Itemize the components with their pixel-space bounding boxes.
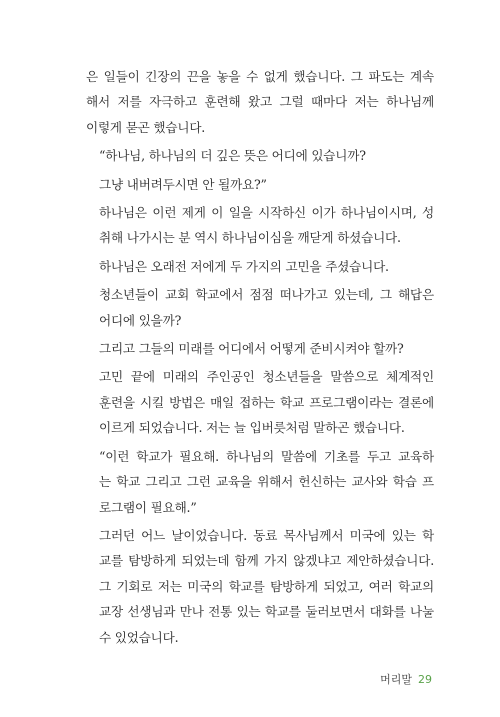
paragraph	[86, 172, 434, 197]
text-line: 해서 저를 자극하고 훈련해 왔고 그럴 때마다 저는 하나님께	[86, 94, 434, 110]
paragraph	[86, 143, 434, 168]
text-line: 어디에 있을까?	[99, 312, 182, 328]
text-line: 수 있었습니다.	[99, 629, 179, 645]
paragraph	[86, 523, 434, 650]
text-line: 그러던 어느 날이었습니다. 동료 목사님께서 미국에 있는 학	[99, 527, 434, 543]
paragraph	[86, 444, 434, 520]
body-text	[86, 64, 434, 653]
text-line: “이런 학교가 필요해. 하나님의 말씀에 기초를 두고 교육하	[99, 448, 434, 464]
paragraph	[86, 364, 434, 440]
page-footer	[380, 671, 432, 687]
text-line: 훈련을 시킬 방법은 매일 접하는 학교 프로그램이라는 결론에	[99, 394, 434, 410]
text-line: 은 일들이 긴장의 끈을 놓을 수 없게 했습니다. 그 파도는 계속	[86, 69, 434, 84]
paragraph	[86, 254, 434, 279]
text-line: 교장 선생님과 만나 전통 있는 학교를 둘러보면서 대화를 나눌	[99, 604, 434, 620]
running-header-section: 머리말	[380, 673, 412, 686]
text-line: 는 학교 그리고 그런 교육을 위해서 헌신하는 교사와 학습 프	[99, 474, 434, 490]
text-line: “하나님, 하나님의 더 깊은 뜻은 어디에 있습니까?	[99, 148, 366, 164]
text-line: 그냥 내버려두시면 안 될까요?”	[99, 176, 267, 192]
text-line: 청소년들이 교회 학교에서 점점 떠나가고 있는데, 그 해답은	[99, 287, 434, 303]
paragraph	[86, 282, 434, 333]
paragraph	[86, 64, 434, 140]
paragraph	[86, 336, 434, 361]
page-number: 29	[418, 673, 432, 686]
text-line: 로그램이 필요해.”	[99, 499, 197, 515]
text-line: 이르게 되었습니다. 저는 늘 입버릇처럼 말하곤 했습니다.	[99, 420, 405, 436]
text-line: 고민 끝에 미래의 주인공인 청소년들을 말씀으로 체계적인	[99, 369, 434, 385]
paragraph	[86, 200, 434, 251]
text-line: 하나님은 이런 제게 이 일을 시작하신 이가 하나님이시며, 성	[99, 205, 434, 221]
text-line: 하나님은 오래전 저에게 두 가지의 고민을 주셨습니다.	[99, 258, 389, 274]
text-line: 교를 탐방하게 되었는데 함께 가지 않겠냐고 제안하셨습니다.	[99, 553, 434, 569]
text-line: 그 기회로 저는 미국의 학교를 탐방하게 되었고, 여러 학교의	[99, 578, 434, 594]
text-line: 취해 나가시는 분 역시 하나님이심을 깨닫게 하셨습니다.	[99, 230, 401, 246]
text-line: 그리고 그들의 미래를 어디에서 어떻게 준비시켜야 할까?	[99, 341, 404, 357]
text-line: 이렇게 묻곤 했습니다.	[86, 119, 206, 135]
